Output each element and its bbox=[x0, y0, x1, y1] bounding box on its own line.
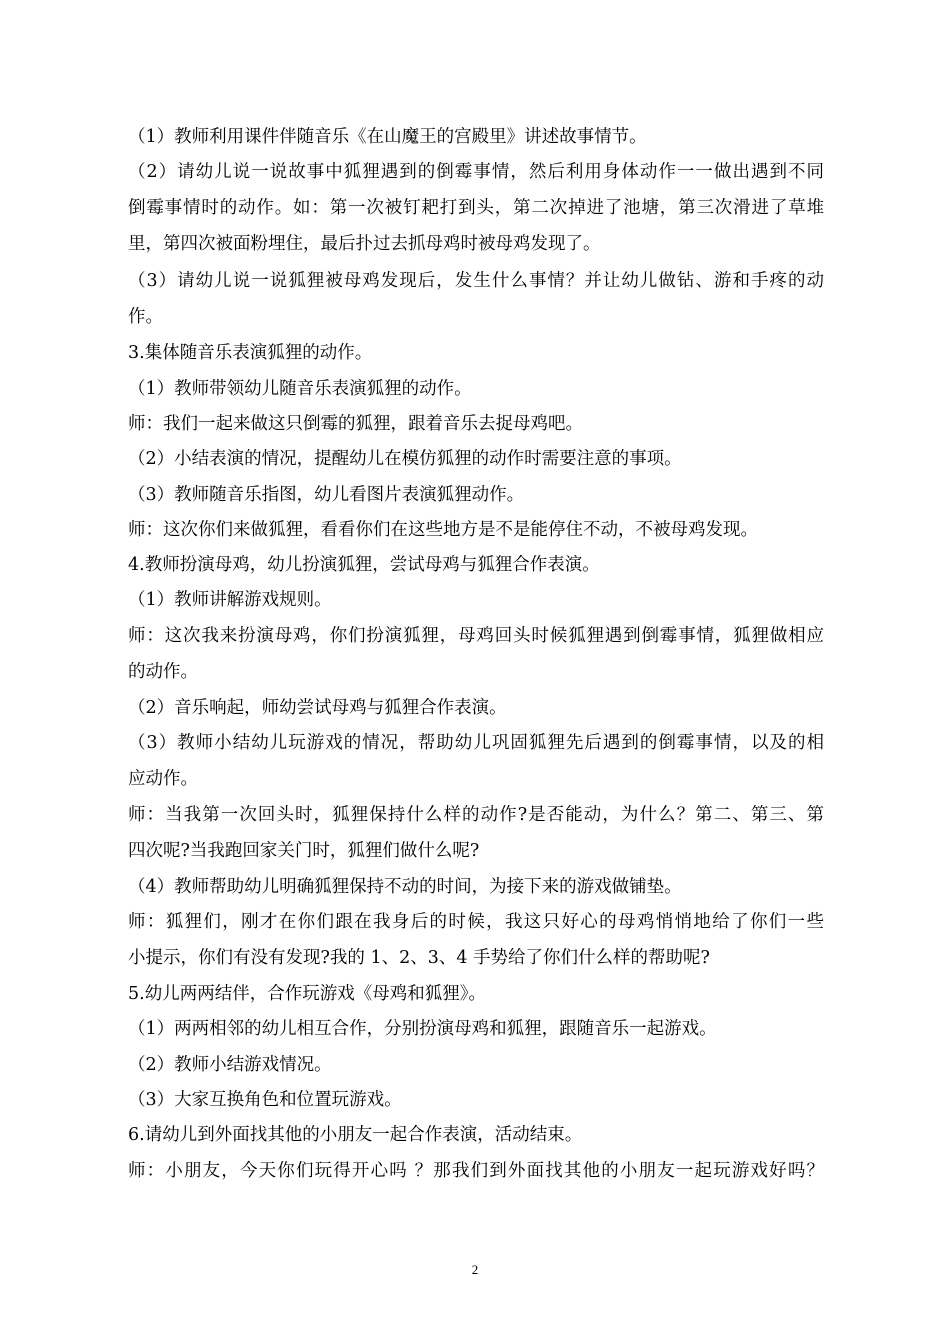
paragraph-line: （3）教师小结幼儿玩游戏的情况，帮助幼儿巩固狐狸先后遇到的倒霉事情，以及的相 bbox=[128, 733, 824, 753]
paragraph-line: 作。 bbox=[128, 307, 163, 327]
paragraph-line: 师：我们一起来做这只倒霉的狐狸，跟着音乐去捉母鸡吧。 bbox=[128, 414, 583, 434]
paragraph-line: 的动作。 bbox=[128, 662, 198, 682]
paragraph-line: （2）小结表演的情况，提醒幼儿在模仿狐狸的动作时需要注意的事项。 bbox=[128, 449, 682, 469]
paragraph-line: 师：这次你们来做狐狸，看看你们在这些地方是不是能停住不动，不被母鸡发现。 bbox=[128, 520, 758, 540]
paragraph-line: （4）教师帮助幼儿明确狐狸保持不动的时间，为接下来的游戏做铺垫。 bbox=[128, 877, 682, 897]
paragraph-line: 师：这次我来扮演母鸡，你们扮演狐狸，母鸡回头时候狐狸遇到倒霉事情，狐狸做相应 bbox=[128, 626, 824, 646]
section-heading: 4.教师扮演母鸡，幼儿扮演狐狸，尝试母鸡与狐狸合作表演。 bbox=[128, 555, 600, 575]
paragraph-line: （1）教师带领幼儿随音乐表演狐狸的动作。 bbox=[128, 379, 472, 399]
paragraph-line: 应动作。 bbox=[128, 769, 198, 789]
paragraph-line: 四次呢?当我跑回家关门时，狐狸们做什么呢? bbox=[128, 841, 480, 861]
paragraph-line: 里，第四次被面粉埋住，最后扑过去抓母鸡时被母鸡发现了。 bbox=[128, 234, 601, 254]
paragraph-line: （3）大家互换角色和位置玩游戏。 bbox=[128, 1090, 402, 1110]
paragraph-line: 倒霉事情时的动作。如：第一次被钉耙打到头，第二次掉进了池塘，第三次滑进了草堆 bbox=[128, 198, 824, 218]
paragraph-line: 小提示，你们有没有发现?我的 1、2、3、4 手势给了你们什么样的帮助呢? bbox=[128, 948, 710, 968]
section-heading: 6.请幼儿到外面找其他的小朋友一起合作表演，活动结束。 bbox=[128, 1125, 583, 1145]
paragraph-line: 师：当我第一次回头时，狐狸保持什么样的动作?是否能动，为什么？第二、第三、第 bbox=[128, 805, 824, 825]
section-heading: 5.幼儿两两结伴，合作玩游戏《母鸡和狐狸》。 bbox=[128, 984, 486, 1004]
paragraph-line: （2）音乐响起，师幼尝试母鸡与狐狸合作表演。 bbox=[128, 698, 507, 718]
section-heading: 3.集体随音乐表演狐狸的动作。 bbox=[128, 343, 373, 363]
paragraph-line: （3）请幼儿说一说狐狸被母鸡发现后，发生什么事情？并让幼儿做钻、游和手疼的动 bbox=[128, 271, 824, 291]
paragraph-line: （1）教师利用课件伴随音乐《在山魔王的宫殿里》讲述故事情节。 bbox=[128, 127, 647, 147]
paragraph-line: （3）教师随音乐指图，幼儿看图片表演狐狸动作。 bbox=[128, 485, 525, 505]
paragraph-line: 师：小朋友，今天你们玩得开心吗 ？那我们到外面找其他的小朋友一起玩游戏好吗？ bbox=[128, 1161, 824, 1181]
paragraph-line: （1）两两相邻的幼儿相互合作，分别扮演母鸡和狐狸，跟随音乐一起游戏。 bbox=[128, 1019, 717, 1039]
page-number: 2 bbox=[471, 1262, 479, 1277]
paragraph-line: 师：狐狸们，刚才在你们跟在我身后的时候，我这只好心的母鸡悄悄地给了你们一些 bbox=[128, 912, 824, 932]
paragraph-line: （2）教师小结游戏情况。 bbox=[128, 1055, 332, 1075]
paragraph-line: （2）请幼儿说一说故事中狐狸遇到的倒霉事情，然后利用身体动作一一做出遇到不同 bbox=[128, 162, 824, 182]
paragraph-line: （1）教师讲解游戏规则。 bbox=[128, 590, 332, 610]
